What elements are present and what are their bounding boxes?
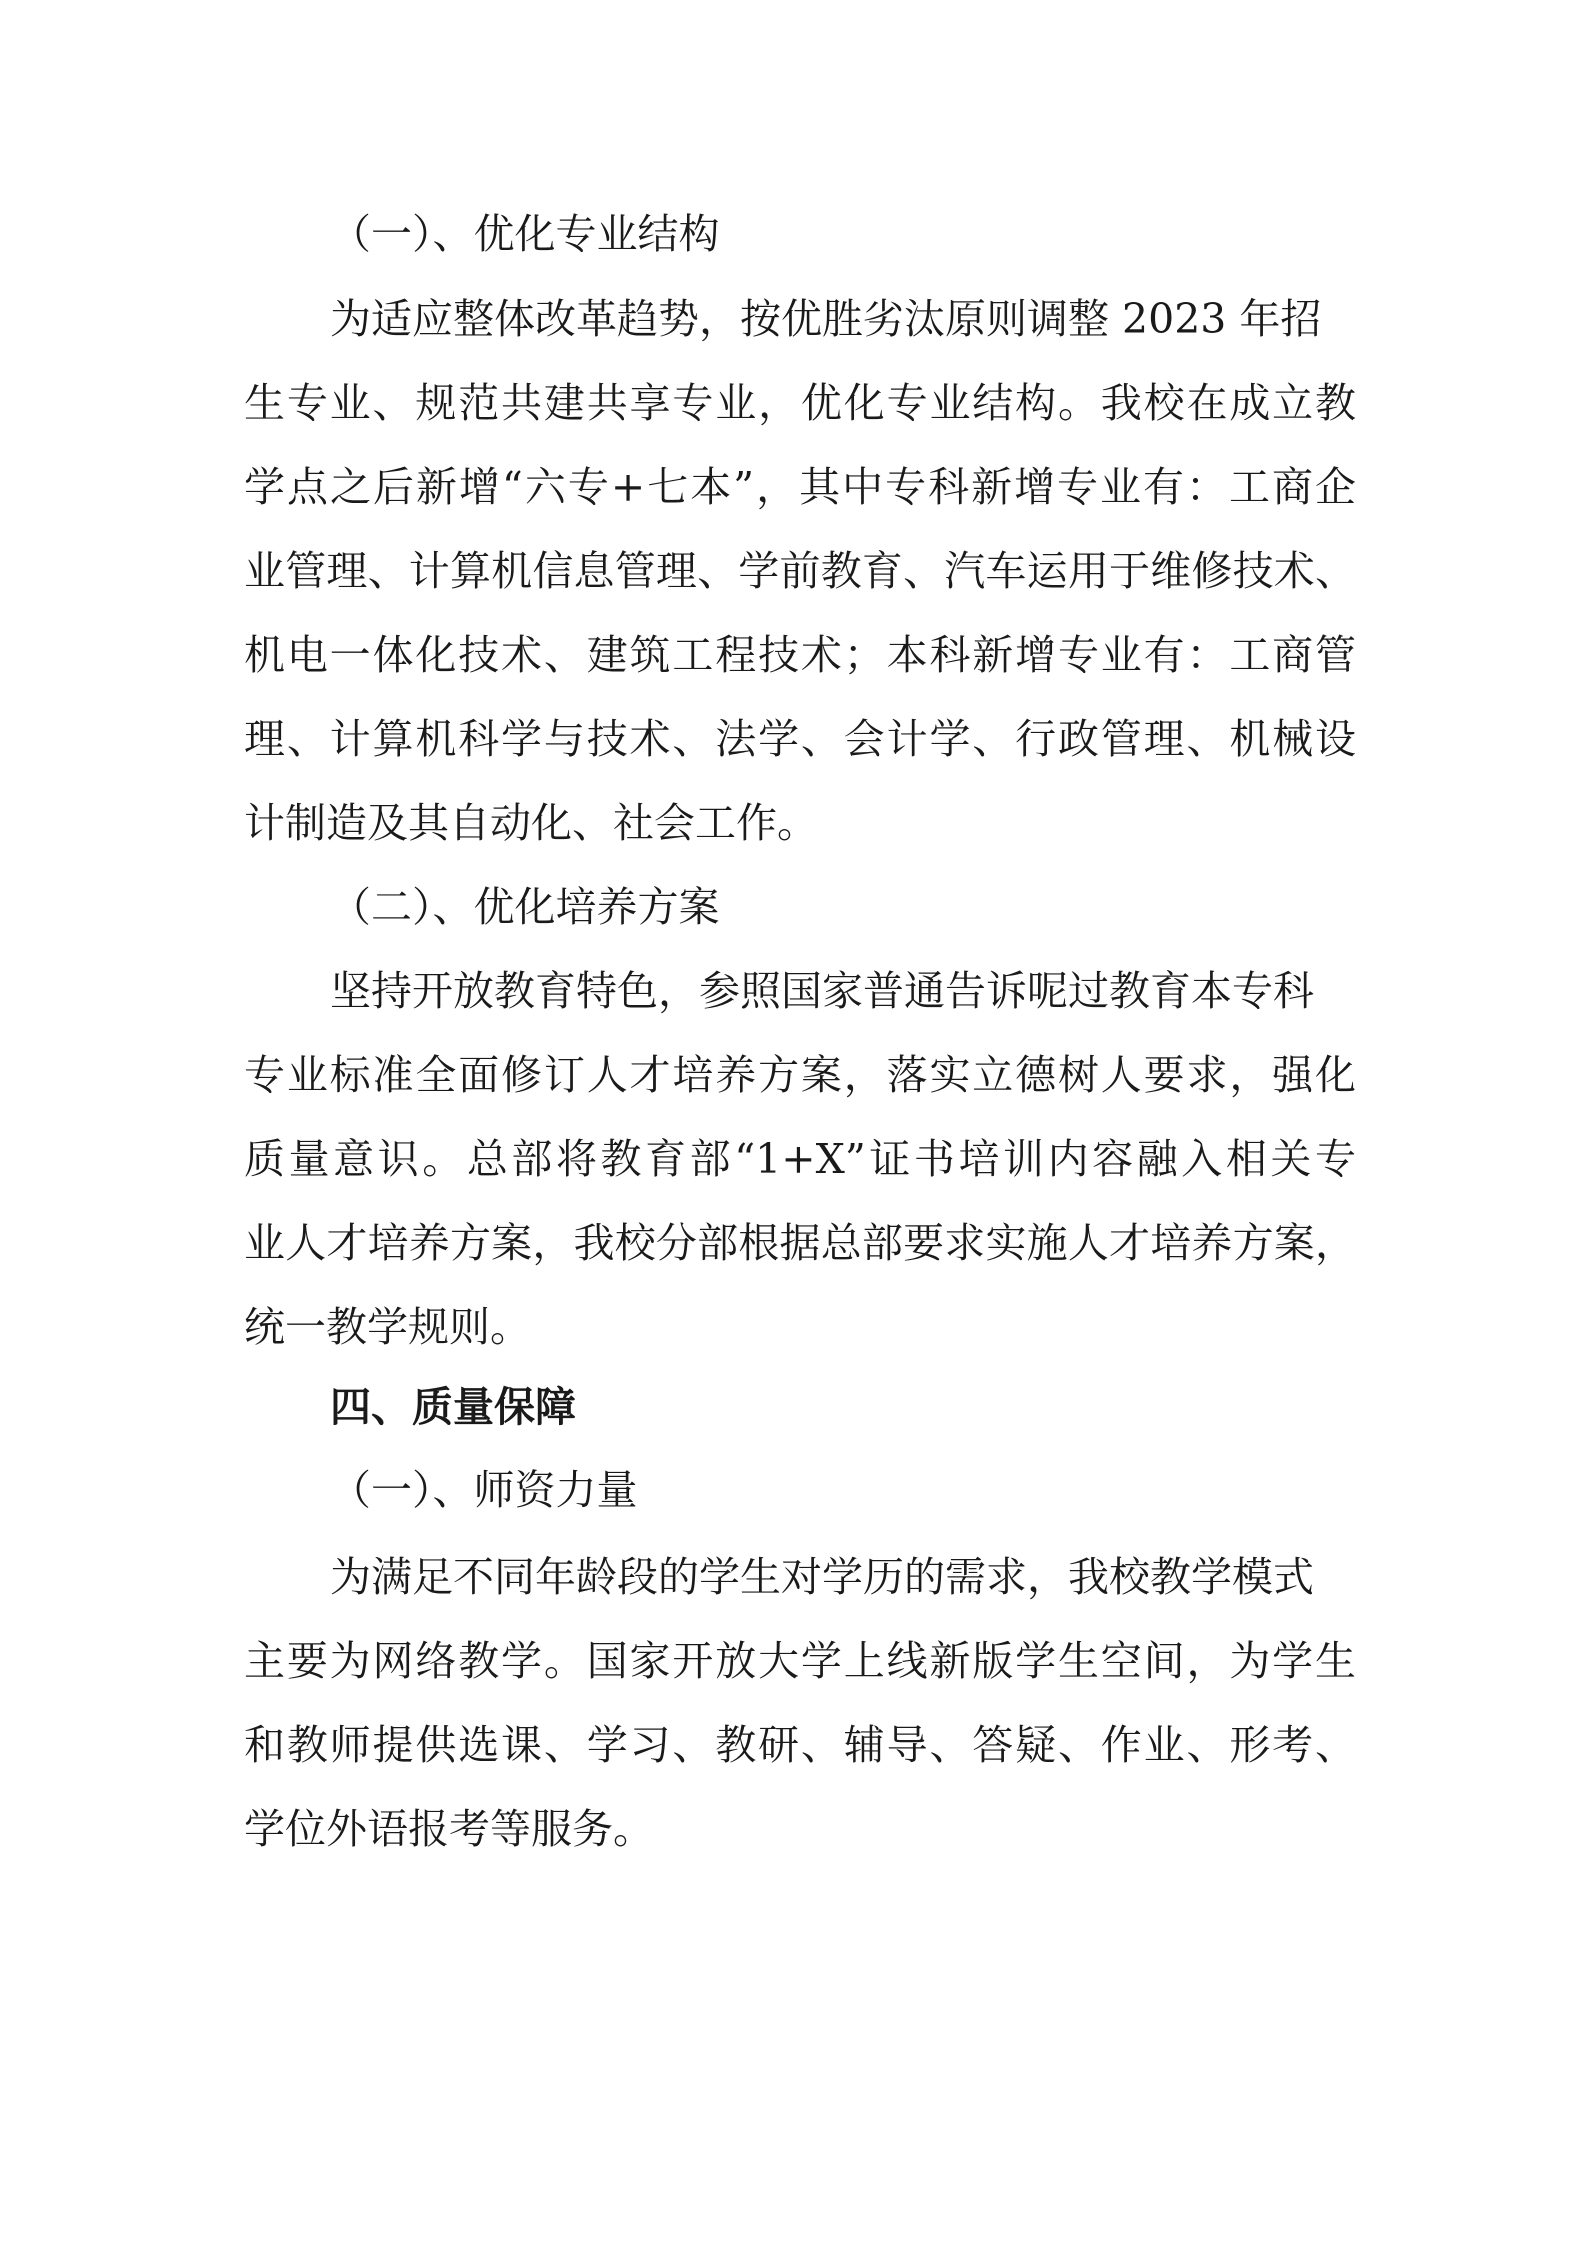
section-title-quality-assurance: 四、质量保障 xyxy=(330,1383,576,1431)
paragraph-line: 计制造及其自动化、社会工作。 xyxy=(244,799,818,847)
paragraph-line: 学点之后新增“六专+七本”，其中专科新增专业有：工商企 xyxy=(244,463,1356,511)
paragraph-line: 为适应整体改革趋势，按优胜劣汰原则调整 2023 年招 xyxy=(330,295,1322,343)
subsection-title-faculty: （一）、师资力量 xyxy=(330,1466,638,1514)
paragraph-line: 学位外语报考等服务。 xyxy=(244,1805,654,1853)
paragraph-line: 机电一体化技术、建筑工程技术；本科新增专业有：工商管 xyxy=(244,631,1356,679)
paragraph-line: 业人才培养方案，我校分部根据总部要求实施人才培养方案， xyxy=(244,1219,1356,1267)
paragraph-line: 质量意识。总部将教育部“1+X”证书培训内容融入相关专 xyxy=(244,1135,1356,1183)
subsection-title-optimize-majors: （一）、优化专业结构 xyxy=(330,210,720,258)
paragraph-line: 生专业、规范共建共享专业，优化专业结构。我校在成立教 xyxy=(244,379,1356,427)
paragraph-line: 坚持开放教育特色，参照国家普通告诉呢过教育本专科 xyxy=(330,967,1314,1015)
paragraph-line: 业管理、计算机信息管理、学前教育、汽车运用于维修技术、 xyxy=(244,547,1356,595)
paragraph-line: 专业标准全面修订人才培养方案，落实立德树人要求，强化 xyxy=(244,1051,1356,1099)
paragraph-line: 和教师提供选课、学习、教研、辅导、答疑、作业、形考、 xyxy=(244,1721,1356,1769)
subsection-title-optimize-plan: （二）、优化培养方案 xyxy=(330,883,720,931)
paragraph-line: 主要为网络教学。国家开放大学上线新版学生空间，为学生 xyxy=(244,1637,1356,1685)
paragraph-line: 统一教学规则。 xyxy=(244,1303,531,1351)
paragraph-line: 理、计算机科学与技术、法学、会计学、行政管理、机械设 xyxy=(244,715,1356,763)
paragraph-line: 为满足不同年龄段的学生对学历的需求，我校教学模式 xyxy=(330,1553,1314,1601)
